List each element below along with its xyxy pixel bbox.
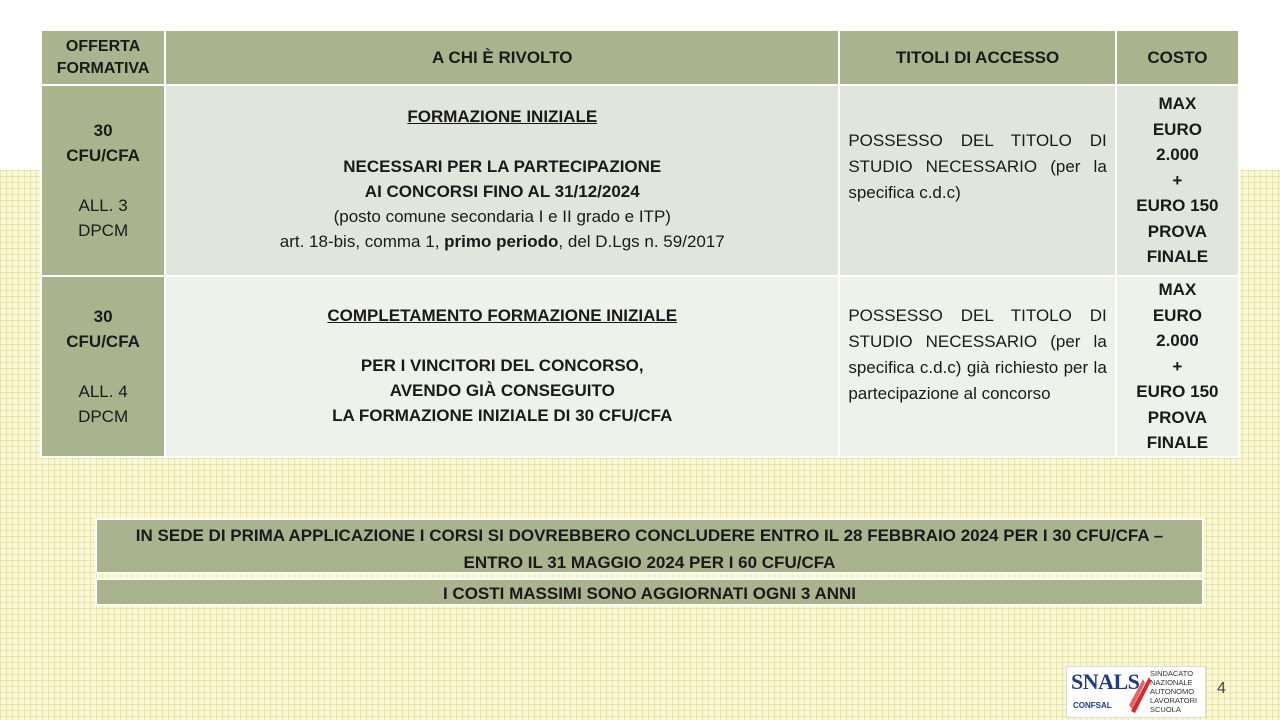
law-ref-bold: primo periodo xyxy=(444,232,559,251)
titles-text: POSSESSO DEL TITOLO DI STUDIO NECESSARIO (per la specifica c.d.c) xyxy=(848,131,1107,202)
target-cell xyxy=(165,276,839,457)
cost-line: MAX xyxy=(1158,94,1197,114)
offer-annex xyxy=(42,379,164,429)
cost-line: FINALE xyxy=(1146,433,1209,452)
logo-stripe-icon xyxy=(1129,675,1151,713)
table-header-row xyxy=(41,30,1239,85)
logo-confsal: CONFSAL xyxy=(1073,701,1112,710)
logo-name: SNALS xyxy=(1071,669,1140,694)
target-title: COMPLETAMENTO FORMAZIONE INIZIALE xyxy=(327,306,678,325)
target-line-2: AI CONCORSI FINO AL 31/12/2024 xyxy=(364,182,640,201)
deadline-banner xyxy=(95,518,1204,574)
titles-cell xyxy=(839,276,1115,457)
table-row xyxy=(41,276,1239,457)
offer-annex-dpcm: DPCM xyxy=(78,406,129,426)
offer-cell xyxy=(41,85,165,276)
offer-unit: CFU/CFA xyxy=(66,331,140,351)
cost-line: 2.000 xyxy=(1156,331,1199,350)
target-line-1: PER I VINCITORI DEL CONCORSO, xyxy=(360,356,644,375)
target-line-1: NECESSARI PER LA PARTECIPAZIONE xyxy=(343,157,662,176)
cost-line: EURO xyxy=(1152,119,1202,139)
logo-sub-line: LAVORATORI xyxy=(1150,696,1198,705)
target-cell xyxy=(165,85,839,276)
cost-line: FINALE xyxy=(1146,247,1209,267)
target-title: FORMAZIONE INIZIALE xyxy=(407,107,598,126)
titles-cell xyxy=(839,85,1115,276)
cost-line: EURO 150 xyxy=(1136,196,1219,216)
target-line-3: LA FORMAZIONE INIZIALE DI 30 CFU/CFA xyxy=(332,406,673,425)
offer-annex-label: ALL. 3 xyxy=(78,196,128,215)
deadline-line-1: IN SEDE DI PRIMA APPLICAZIONE I CORSI SI DOVREBBERO CONCLUDERE ENTRO IL 28 FEBBRAIO 2024 PER I 30 CFU/CFA – xyxy=(135,526,1164,545)
cost-cell xyxy=(1116,276,1239,457)
offer-annex xyxy=(42,193,164,243)
cost-line: + xyxy=(1172,170,1183,190)
offer-number: 30 xyxy=(93,121,113,140)
offer-cell xyxy=(41,276,165,457)
logo-subtitle xyxy=(1150,669,1197,714)
deadline-line-2: ENTRO IL 31 MAGGIO 2024 PER I 60 CFU/CFA xyxy=(463,553,836,572)
logo-sub-line: SINDACATO xyxy=(1150,669,1194,678)
table-row xyxy=(41,85,1239,276)
target-line-4 xyxy=(166,229,838,254)
offer-annex-label: ALL. 4 xyxy=(78,381,128,401)
cost-cell xyxy=(1116,85,1239,276)
header-a-chi: A CHI È RIVOLTO xyxy=(165,30,839,85)
cost-line: PROVA xyxy=(1147,221,1207,241)
cost-update-banner: I COSTI MASSIMI SONO AGGIORNATI OGNI 3 ANNI xyxy=(95,578,1204,606)
target-line-2: AVENDO GIÀ CONSEGUITO xyxy=(389,381,615,400)
logo-sub-line: SCUOLA xyxy=(1150,705,1181,714)
target-line-3: (posto comune secondaria I e II grado e ITP) xyxy=(333,207,671,226)
logo-sub-line: AUTONOMO xyxy=(1150,687,1195,696)
cost-line: 2.000 xyxy=(1156,145,1199,165)
snals-logo xyxy=(1066,666,1206,718)
cost-line: PROVA xyxy=(1147,407,1207,427)
law-ref-a: art. 18-bis, comma 1, xyxy=(279,232,445,251)
cost-line: EURO 150 xyxy=(1136,382,1219,401)
logo-sub-line: NAZIONALE xyxy=(1150,678,1193,687)
page-number: 4 xyxy=(1217,680,1226,697)
titles-text: POSSESSO DEL TITOLO DI STUDIO NECESSARIO (per la specifica c.d.c) già richiesto per la partecipazione al concorso xyxy=(848,306,1107,403)
header-titoli: TITOLI DI ACCESSO xyxy=(839,30,1115,85)
law-ref-c: , del D.Lgs n. 59/2017 xyxy=(558,232,725,251)
offer-cfu xyxy=(42,118,164,168)
header-costo: COSTO xyxy=(1116,30,1239,85)
offer-number: 30 xyxy=(93,306,113,326)
cost-line: + xyxy=(1172,356,1183,376)
cost-line: EURO xyxy=(1152,305,1202,325)
header-offerta: OFFERTA FORMATIVA xyxy=(41,30,165,85)
offer-unit: CFU/CFA xyxy=(66,146,140,165)
offer-annex-dpcm: DPCM xyxy=(78,221,129,240)
training-offer-table xyxy=(40,29,1240,458)
offer-cfu xyxy=(42,304,164,354)
cost-line: MAX xyxy=(1158,280,1197,299)
